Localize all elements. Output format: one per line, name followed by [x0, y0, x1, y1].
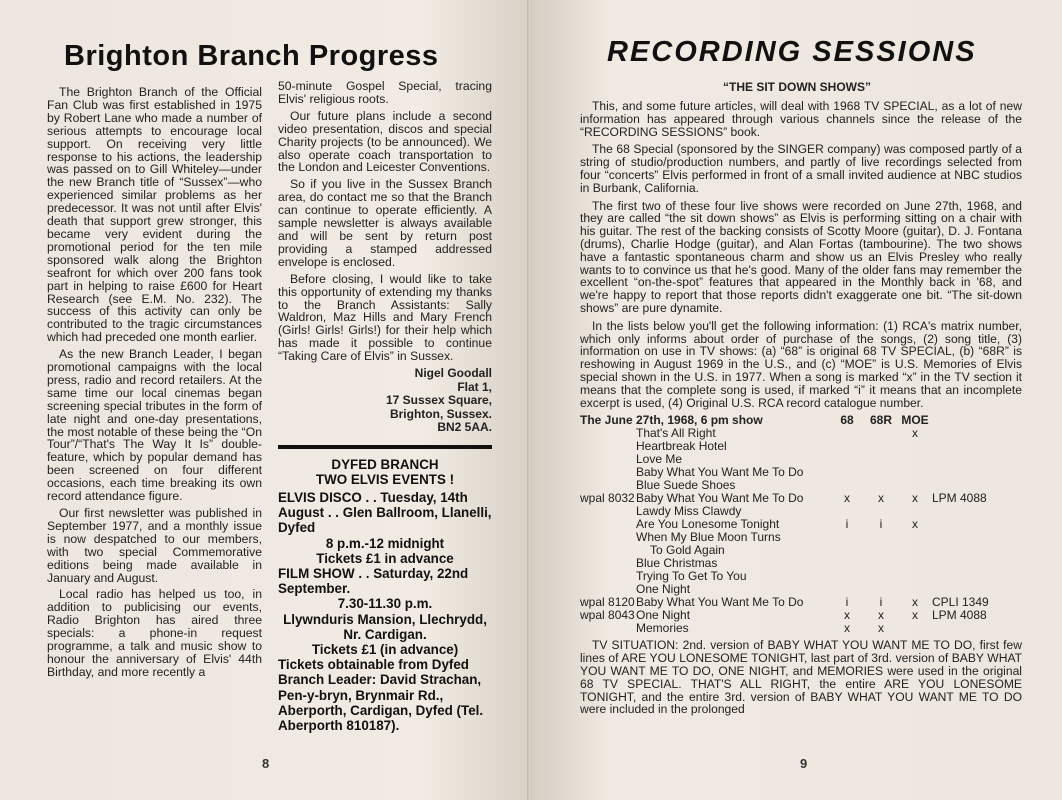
matrix-number [580, 557, 636, 570]
mark-68r: x [878, 608, 884, 623]
paragraph: So if you live in the Sussex Branch area, do contact me so that the Branch can continue to operate efficiently. A sample newsletter is always available and will be sent by return post providing a stamped addressed envelope is enclosed. [278, 177, 492, 269]
catalogue-number [932, 518, 1004, 531]
song-title: Baby What You Want Me To Do [636, 465, 804, 480]
song-title: One Night [636, 582, 691, 597]
song-title: One Night [636, 608, 691, 623]
article-title-brighton: Brighton Branch Progress [64, 40, 439, 72]
mark-68r [864, 557, 898, 570]
table-row [580, 622, 1004, 635]
catalogue-number [932, 622, 1004, 635]
matrix-number [580, 505, 636, 518]
column-header-68r: 68R [869, 413, 892, 428]
song-title: Are You Lonesome Tonight [636, 517, 780, 532]
address-line: Brighton, Sussex. [389, 406, 492, 421]
catalogue-number: LPM 4088 [932, 608, 987, 623]
table-row [580, 531, 1004, 544]
paragraph: As the new Branch Leader, I began promotional campaigns with the local press, radio and record retailers. At the same time our local cinemas began screening special tributes in the form of late night and one-day presentations, the most notable of these being the “On Tour”/“That's The Way It Is” double-feature, which by popular demand has been screened on four different occasions, each time breaking its own record attendance figure. [47, 347, 262, 504]
mark-68 [830, 440, 864, 453]
signature-name: Nigel Goodall [414, 366, 492, 381]
article-subtitle: “THE SIT DOWN SHOWS” [723, 80, 871, 94]
mark-68r [864, 440, 898, 453]
song-title: Baby What You Want Me To Do [636, 595, 804, 610]
mark-68: x [844, 621, 850, 636]
matrix-number [580, 531, 636, 544]
address-line: Flat 1, [457, 379, 492, 394]
paragraph: Our future plans include a second video presentation, discos and special Charity projects (to be announced). We also operate coach transportation to the London and Leicester Conventions. [278, 108, 492, 175]
paragraph: Our first newsletter was published in September 1977, and a monthly issue is now despatched to our members, with two special Commemorative editions being made available in January and August. [47, 506, 262, 585]
mark-68 [830, 557, 864, 570]
mark-68r [864, 570, 898, 583]
address-line: BN2 5AA. [437, 420, 492, 435]
film-venue: Llywnduris Mansion, Llechrydd, Nr. Cardigan. [283, 611, 487, 642]
song-title: To Gold Again [650, 543, 725, 558]
matrix-number [580, 466, 636, 479]
song-title: Heartbreak Hotel [636, 439, 727, 454]
dyfed-subheading: TWO ELVIS EVENTS ! [315, 471, 455, 487]
dyfed-contact: Tickets obtainable from Dyfed Branch Leader: David Strachan, Pen-y-bryn, Brynmair Rd., Aberporth, Cardigan, Dyfed (Tel. Aberporth 810187). [278, 657, 484, 733]
brighton-column-2 [278, 80, 492, 733]
catalogue-number [932, 531, 1004, 544]
left-page [0, 0, 528, 800]
mark-68r: i [879, 595, 883, 610]
mark-68: x [844, 491, 850, 506]
mark-68: x [844, 608, 850, 623]
catalogue-number [932, 570, 1004, 583]
catalogue-number [932, 440, 1004, 453]
mark-68r: i [879, 517, 883, 532]
film-time: 7.30-11.30 p.m. [337, 596, 433, 612]
paragraph: The Brighton Branch of the Official Fan Club was first established in 1975 by Robert Lane who made a number of serious attempts to encourage local support. On receiving very little response to his actions, the leadership was passed on to Gill Whiteley—under the new Branch title of “Sussex”—who experienced similar problems as her predecessor. It was not until after Elvis' death that support grew stronger, this became very evident during the promotional period for the ten mile sponsored walk along the Brighton seafront for which over 200 fans took part in helping to raise £600 for Heart Research (see E.M. No. 232). The success of this activity can only be contributed to the tragic circumstances which had preceded one month earlier. [47, 85, 262, 345]
mark-moe: x [912, 595, 918, 610]
catalogue-number [932, 453, 1004, 466]
mark-68r [864, 453, 898, 466]
disco-time: 8 p.m.-12 midnight [325, 535, 445, 551]
mark-68r: x [878, 491, 884, 506]
mark-moe [898, 544, 932, 557]
matrix-number: wpal 8032 [580, 491, 635, 506]
paragraph: In the lists below you'll get the following information: (1) RCA's matrix number, which only informs about order of purchase of the songs, (2) song title, (3) information on use in TV shows: (a) “68” is original 68 TV SPECIAL, (b) “68R” is reshowing in August 1969 in the U.S., and (c) “MOE” is U.S. Memories of Elvis special shown in the U.S. in 1977. When a song is marked “x” in the TV section it means that the complete song is used, if marked “i” it means that an incomplete excerpt is used, (4) Original U.S. RCA record catalogue number. [580, 318, 1022, 410]
mark-68: i [845, 595, 849, 610]
film-event: FILM SHOW . . Saturday, 22nd September. [278, 565, 469, 597]
address-line: 17 Sussex Square, [385, 393, 492, 408]
song-title: Love Me [636, 452, 683, 467]
page-number-left: 8 [262, 756, 270, 771]
catalogue-number [932, 466, 1004, 479]
recording-body [580, 100, 1022, 721]
catalogue-number [932, 557, 1004, 570]
catalogue-number [932, 544, 1004, 557]
catalogue-number: CPLI 1349 [932, 595, 989, 610]
show-heading: The June 27th, 1968, 6 pm show [580, 413, 763, 428]
mark-68 [830, 570, 864, 583]
song-rows [580, 427, 1004, 635]
mark-moe [898, 622, 932, 635]
column-header-68: 68 [840, 413, 854, 428]
paragraph: 50-minute Gospel Special, tracing Elvis' religious roots. [278, 79, 492, 106]
song-table [580, 414, 1004, 635]
matrix-number [580, 453, 636, 466]
paragraph: Local radio has helped us too, in addition to publicising our events, Radio Brighton has aired three specials: a phone-in request programme, a talk and music show to honour the anniversary of Elvis' 44th Birthday, and more recently a [47, 587, 262, 679]
song-title: Memories [636, 621, 689, 636]
matrix-number [580, 544, 636, 557]
mark-68 [830, 427, 864, 440]
film-tickets: Tickets £1 (in advance) [311, 641, 459, 657]
mark-moe [898, 453, 932, 466]
matrix-number: wpal 8043 [580, 608, 635, 623]
mark-68r [864, 531, 898, 544]
mark-68 [830, 466, 864, 479]
song-title: That's All Right [636, 426, 716, 441]
mark-moe [898, 531, 932, 544]
matrix-number [580, 427, 636, 440]
song-title: Blue Suede Shoes [636, 478, 736, 493]
mark-68 [830, 544, 864, 557]
mark-moe [898, 557, 932, 570]
dyfed-notice [278, 457, 492, 734]
mark-moe: x [912, 517, 918, 532]
song-title: Lawdy Miss Clawdy [636, 504, 742, 519]
mark-68 [830, 531, 864, 544]
paragraph: This, and some future articles, will deal with 1968 TV SPECIAL, as a lot of new information has appeared through various channels since the release of the “RECORDING SESSIONS” book. [580, 99, 1022, 139]
matrix-number [580, 570, 636, 583]
mark-68r [864, 466, 898, 479]
mark-moe [898, 440, 932, 453]
mark-68r [864, 544, 898, 557]
article-title-recording: RECORDING SESSIONS [607, 36, 977, 68]
disco-tickets: Tickets £1 in advance [316, 550, 454, 566]
signature-block [278, 367, 492, 435]
mark-68r: x [878, 621, 884, 636]
tv-situation-paragraph: TV SITUATION: 2nd. version of BABY WHAT YOU WANT ME TO DO, first few lines of ARE YOU LONESOME TONIGHT, last part of 3rd. version of BABY WHAT YOU WANT ME TO DO, ONE NIGHT, and MEMORIES were used in the original 68 TV SPECIAL. THAT'S ALL RIGHT, the entire ARE YOU LONESOME TONIGHT, and the entire 3rd. version of BABY WHAT YOU WANT ME TO DO were included in the prolonged [580, 638, 1022, 717]
song-title: Baby What You Want Me To Do [636, 491, 804, 506]
song-title: When My Blue Moon Turns [636, 530, 781, 545]
dyfed-heading: DYFED BRANCH [331, 456, 439, 472]
matrix-number: wpal 8120 [580, 595, 635, 610]
mark-moe: x [912, 491, 918, 506]
matrix-number [580, 518, 636, 531]
section-divider [278, 445, 492, 449]
brighton-column-1 [47, 86, 262, 683]
mark-68 [830, 453, 864, 466]
matrix-number [580, 622, 636, 635]
column-header-moe: MOE [901, 413, 929, 428]
catalogue-number [932, 505, 1004, 518]
mark-moe: x [912, 426, 918, 441]
mark-68r [864, 427, 898, 440]
catalogue-number [932, 427, 1004, 440]
mark-moe [898, 466, 932, 479]
paragraph: The 68 Special (sponsored by the SINGER company) was composed partly of a string of studio/production numbers, and partly of live recordings selected from four “concerts” Elvis performed in front of a small invited audience at NBC studios in Burbank, California. [580, 142, 1022, 195]
disco-event: ELVIS DISCO . . Tuesday, 14th August . . Glen Ballroom, Llanelli, Dyfed [278, 489, 492, 536]
page-number-right: 9 [800, 756, 808, 771]
catalogue-number: LPM 4088 [932, 491, 987, 506]
right-page [532, 0, 1062, 800]
matrix-number [580, 440, 636, 453]
song-title: Trying To Get To You [636, 569, 747, 584]
paragraph: The first two of these four live shows were recorded on June 27th, 1968, and they are called “the sit down shows” as Elvis is performing sitting on a chair with his guitar. The rest of the backing consists of Scotty Moore (guitar), D. J. Fontana (drums), Charlie Hodge (guitar), and Alan Fortas (tambourine). The two shows have a fantastic spontaneous charm and show us an Elvis Presley who really wants to to convince us that he's good. Many of the older fans may remember the excellent “on-the-spot” features that appeared in the Monthly back in '68, and we're happy to report that those reports didn't exaggerate one bit. “The sit-down shows” are pure dynamite. [580, 198, 1022, 315]
mark-moe: x [912, 608, 918, 623]
mark-68: i [845, 517, 849, 532]
paragraph: Before closing, I would like to take this opportunity of extending my thanks to the Branch Assistants: Sally Waldron, Maz Hills and Mary French (Girls! Girls! Girls!) for their help which has made it possible to continue “Taking Care of Elvis” in Sussex. [278, 271, 492, 364]
song-title: Blue Christmas [636, 556, 718, 571]
mark-moe [898, 570, 932, 583]
